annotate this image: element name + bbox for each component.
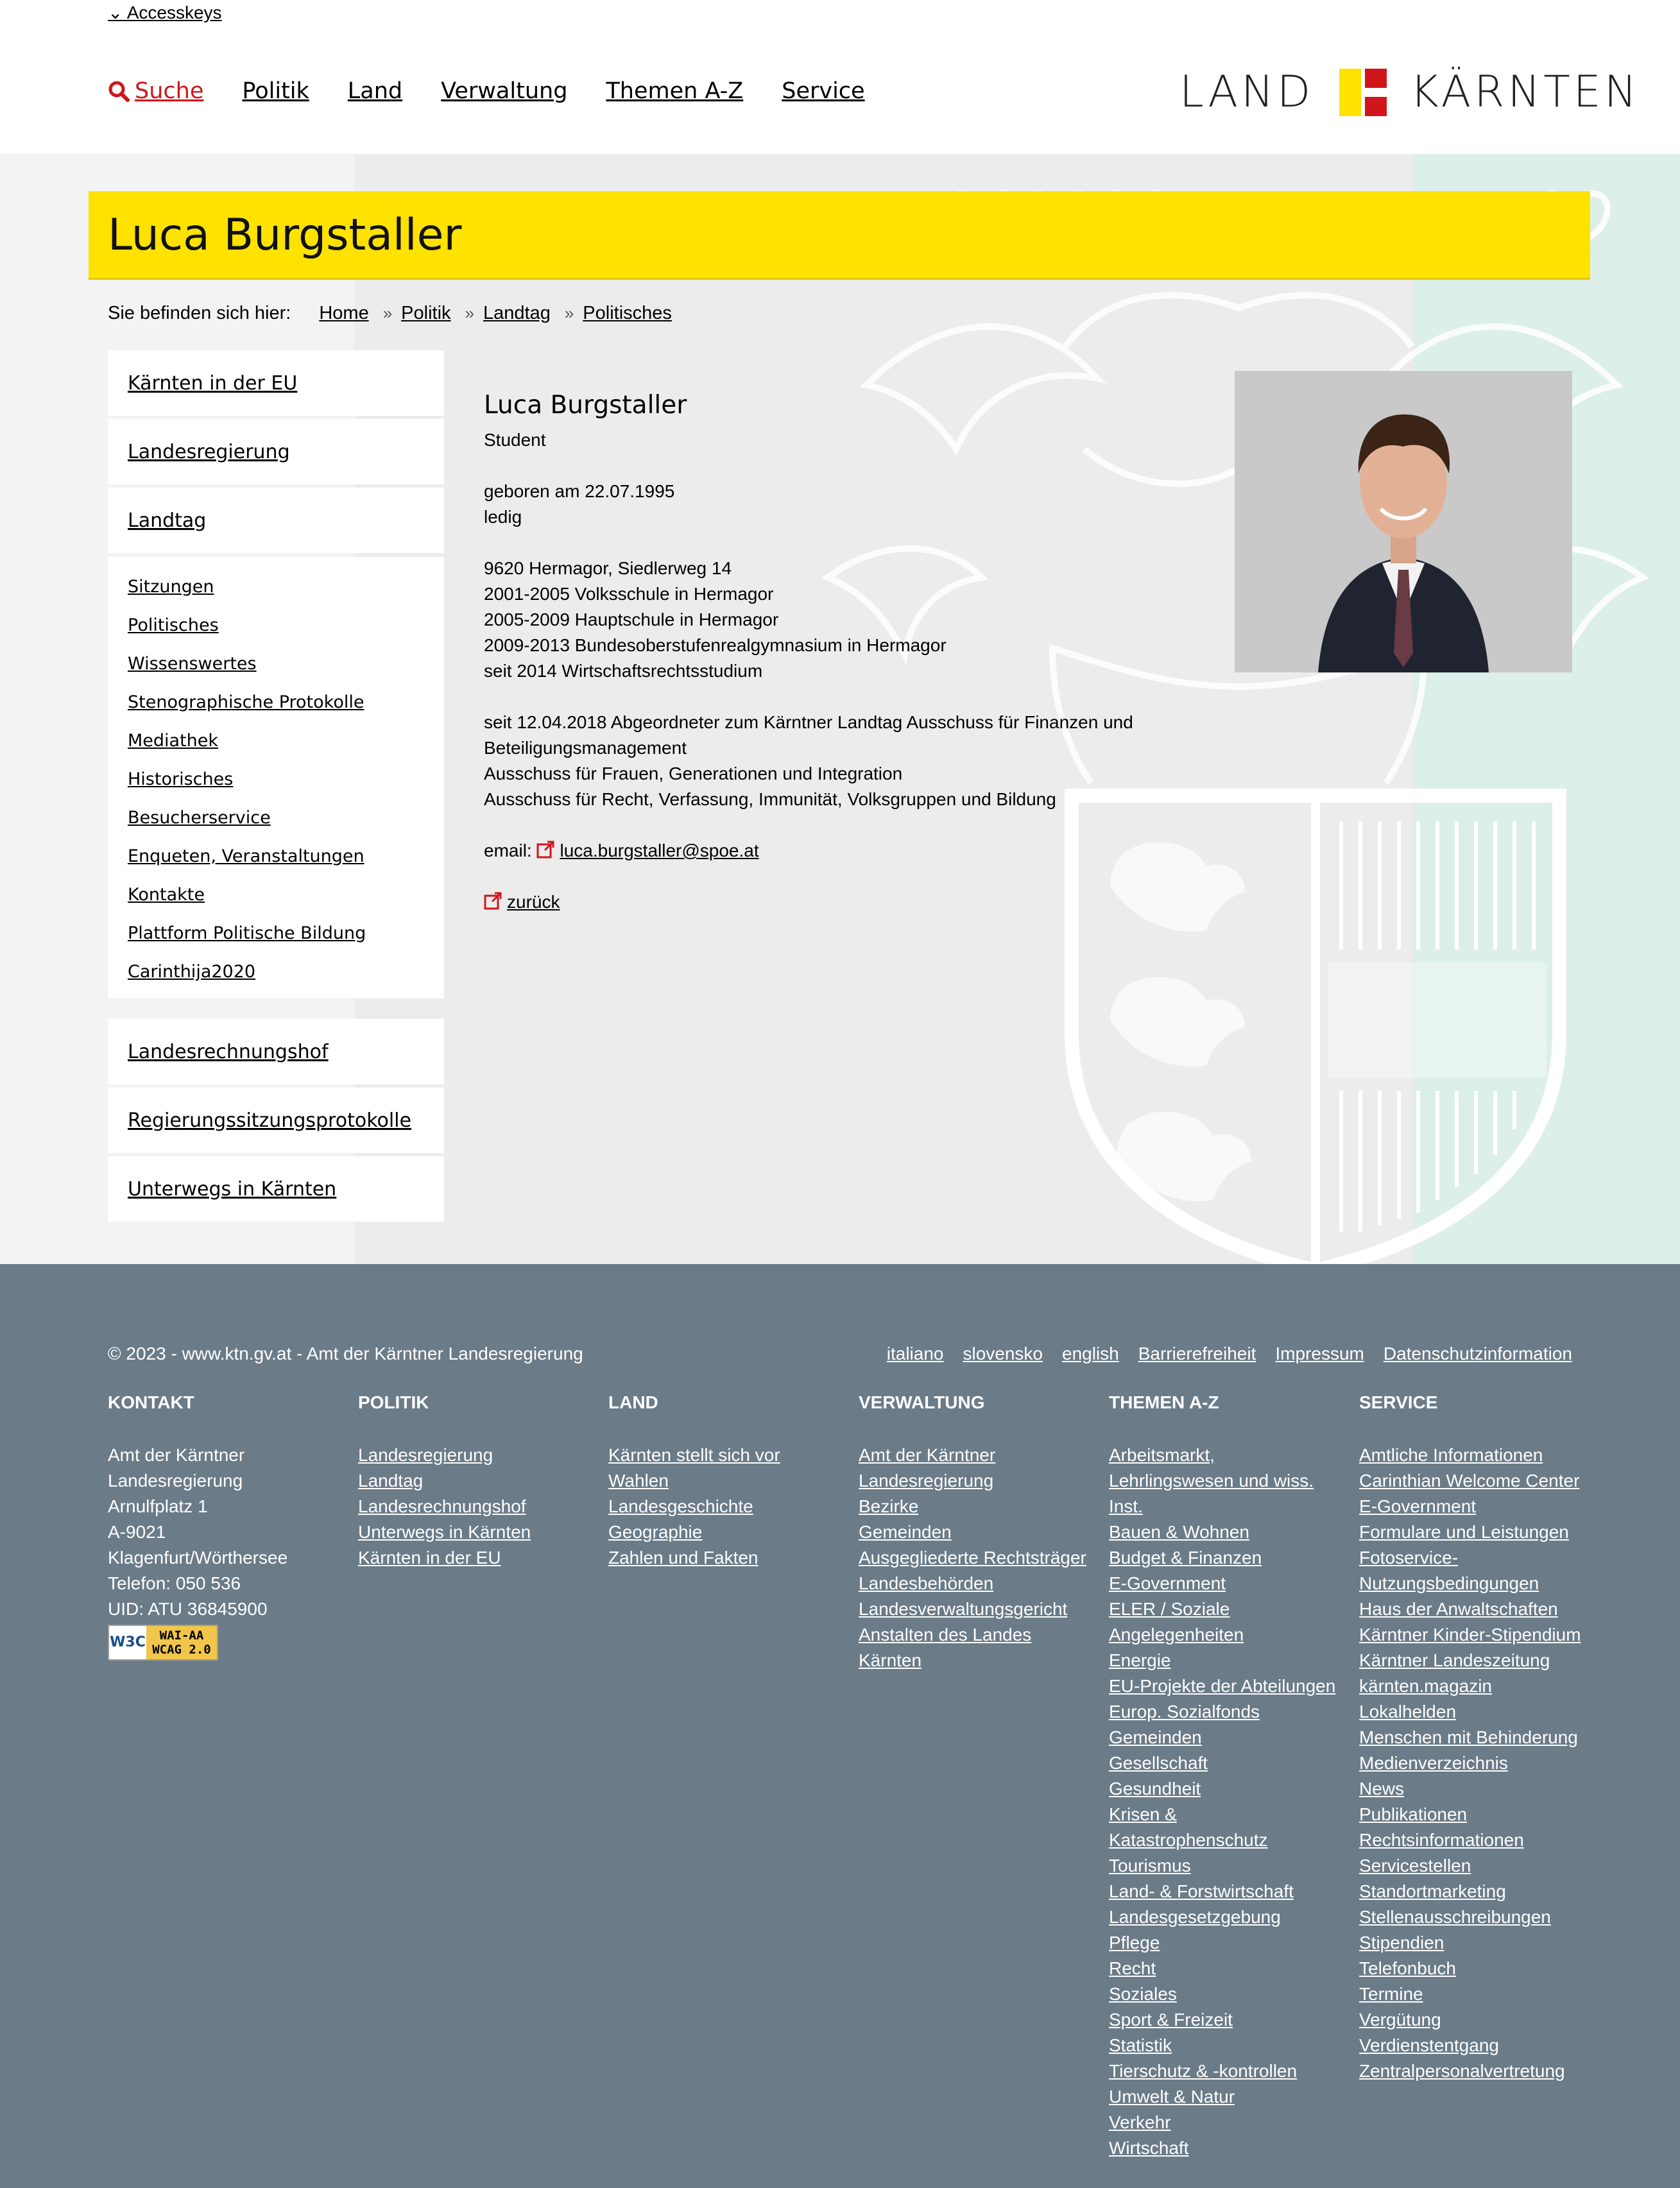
footer-link[interactable]: Krisen & Katastrophenschutz: [1109, 1804, 1268, 1850]
accesskeys-link[interactable]: ⌄ Accesskeys: [108, 3, 222, 22]
breadcrumb-politisches[interactable]: Politisches: [583, 302, 672, 323]
profile-email-row: [484, 838, 1196, 864]
footer-link[interactable]: Gesundheit: [1109, 1779, 1201, 1799]
footer-link[interactable]: Publikationen: [1359, 1804, 1468, 1824]
wcag-badge[interactable]: [108, 1625, 218, 1661]
wcag-level: [146, 1626, 217, 1659]
footer-heading-kontakt: KONTAKT: [108, 1392, 194, 1412]
profile-content: [484, 388, 1196, 915]
wcag-level-top: WAI-AA: [159, 1628, 204, 1643]
sidebar-subitem-sitzungen[interactable]: Sitzungen: [128, 576, 214, 597]
footer-link[interactable]: Stipendien: [1359, 1933, 1444, 1953]
sidebar-submenu-landtag: [108, 557, 444, 998]
footer-link[interactable]: Wahlen: [608, 1471, 669, 1491]
logo-text-land: LAND: [1179, 67, 1314, 117]
footer-link[interactable]: Verdienstentgang: [1359, 2035, 1499, 2055]
footer-column-kontakt: [108, 1390, 339, 1661]
nav-land[interactable]: Land: [347, 78, 403, 104]
nav-search[interactable]: [108, 78, 203, 104]
breadcrumb-politik[interactable]: Politik: [401, 302, 451, 323]
kontakt-line: A-9021: [108, 1522, 166, 1542]
footer-link[interactable]: Haus der Anwaltschaften: [1359, 1599, 1558, 1619]
footer-link[interactable]: Landesgeschichte: [608, 1496, 753, 1516]
footer-link[interactable]: Gemeinden: [1109, 1727, 1202, 1747]
footer-link[interactable]: Statistik: [1109, 2035, 1172, 2055]
footer-link-barrierefreiheit[interactable]: Barrierefreiheit: [1138, 1344, 1256, 1363]
sidebar-item-landtag[interactable]: Landtag: [108, 488, 444, 553]
footer-link[interactable]: Landesgesetzgebung: [1109, 1907, 1281, 1927]
footer-link[interactable]: Budget & Finanzen: [1109, 1548, 1262, 1568]
footer-column-service: [1359, 1390, 1590, 2084]
email-link[interactable]: luca.burgstaller@spoe.at: [560, 841, 759, 860]
footer-link[interactable]: Amtliche Informationen: [1359, 1445, 1543, 1465]
footer-link[interactable]: Wirtschaft: [1109, 2138, 1189, 2158]
footer-link[interactable]: Kärntner Landeszeitung: [1359, 1650, 1550, 1670]
breadcrumb-landtag[interactable]: Landtag: [483, 302, 551, 323]
footer-heading-land: LAND: [608, 1392, 658, 1412]
sidebar-subitem-kontakte[interactable]: Kontakte: [128, 884, 205, 905]
breadcrumb-home[interactable]: Home: [319, 302, 369, 323]
logo-text-kaernten: KÄRNTEN: [1410, 67, 1640, 117]
double-chevron-right-icon: »: [465, 303, 474, 323]
footer-link-slovensko[interactable]: slovensko: [963, 1344, 1043, 1363]
footer-link[interactable]: Geographie: [608, 1522, 703, 1542]
double-chevron-right-icon: »: [564, 303, 574, 323]
footer-link[interactable]: Menschen mit Behinderung: [1359, 1727, 1578, 1747]
profile-function-line: Ausschuss für Frauen, Generationen und Integration: [484, 764, 903, 783]
nav-politik[interactable]: Politik: [242, 78, 309, 104]
kontakt-line: Arnulfplatz 1: [108, 1496, 208, 1516]
footer-link[interactable]: Lokalhelden: [1359, 1702, 1457, 1722]
profile-function-line: Ausschuss für Recht, Verfassung, Immunität, Volksgruppen und Bildung: [484, 789, 1056, 809]
footer-heading-verwaltung: VERWALTUNG: [859, 1392, 985, 1412]
back-link-label: zurück: [507, 892, 560, 912]
footer-heading-politik: POLITIK: [358, 1392, 429, 1412]
footer-link[interactable]: Medienverzeichnis: [1359, 1753, 1508, 1773]
breadcrumb-label: Sie befinden sich hier:: [108, 302, 291, 323]
breadcrumb: [108, 299, 672, 327]
w3c-logo: W3C: [109, 1626, 146, 1659]
footer-link[interactable]: EU-Projekte der Abteilungen: [1109, 1676, 1336, 1696]
footer-link[interactable]: E-Government: [1109, 1573, 1226, 1593]
footer-link[interactable]: Stellenausschreibungen: [1359, 1907, 1551, 1927]
profile-education-line: 2009-2013 Bundesoberstufenrealgymnasium in Hermagor: [484, 635, 947, 655]
email-label: email:: [484, 841, 532, 860]
footer-column-politik: [358, 1390, 589, 1571]
page-title: Luca Burgstaller: [108, 210, 462, 261]
footer-link[interactable]: Umwelt & Natur: [1109, 2087, 1235, 2107]
profile-occupation: Student: [484, 430, 546, 450]
nav-search-label: Suche: [135, 78, 204, 104]
footer-link[interactable]: ELER / Soziale Angelegenheiten: [1109, 1599, 1244, 1645]
footer-link[interactable]: Kärnten in der EU: [358, 1548, 501, 1568]
footer-link[interactable]: Ausgegliederte Rechtsträger: [859, 1548, 1086, 1568]
sidebar-subitem-besucherservice[interactable]: Besucherservice: [128, 807, 271, 828]
footer-link[interactable]: Sport & Freizeit: [1109, 2010, 1233, 2030]
sidebar-subitem-enqueten-veranstaltungen[interactable]: Enqueten, Veranstaltungen: [128, 846, 364, 866]
footer-link[interactable]: Unterwegs in Kärnten: [358, 1522, 531, 1542]
profile-photo: [1235, 371, 1572, 672]
profile-education-line: 2001-2005 Volksschule in Hermagor: [484, 584, 774, 604]
kontakt-line: UID: ATU 36845900: [108, 1599, 268, 1619]
title-banner: [89, 191, 1590, 280]
sidebar-item-regierungssitzungsprotokolle[interactable]: Regierungssitzungsprotokolle: [108, 1088, 444, 1153]
footer-link[interactable]: Rechtsinformationen: [1359, 1830, 1524, 1850]
footer-link[interactable]: Landesrechnungshof: [358, 1496, 526, 1516]
footer-link-italiano[interactable]: italiano: [886, 1344, 944, 1363]
footer: [0, 1264, 1680, 2188]
profile-address: 9620 Hermagor, Siedlerweg 14: [484, 558, 732, 578]
kontakt-line: Klagenfurt/Wörthersee: [108, 1548, 288, 1568]
footer-link[interactable]: Gemeinden: [859, 1522, 952, 1542]
footer-link[interactable]: Termine: [1359, 1984, 1423, 2004]
sidebar-item-landesregierung[interactable]: Landesregierung: [108, 419, 444, 484]
footer-link[interactable]: Zentralpersonalvertretung: [1359, 2061, 1565, 2081]
search-icon: [108, 80, 130, 102]
nav-service[interactable]: Service: [782, 78, 865, 104]
footer-link-impressum[interactable]: Impressum: [1275, 1344, 1364, 1363]
footer-column-land: [608, 1390, 839, 1571]
footer-column-verwaltung: [859, 1390, 1090, 1673]
sidebar-subitem-carinthija2020[interactable]: Carinthija2020: [128, 961, 256, 982]
profile-status: ledig: [484, 507, 522, 527]
sidebar-subitem-historisches[interactable]: Historisches: [128, 769, 234, 789]
footer-link[interactable]: Bauen & Wohnen: [1109, 1522, 1249, 1542]
footer-link[interactable]: Amt der Kärntner Landesregierung: [859, 1445, 996, 1491]
accesskeys-label: Accesskeys: [126, 3, 222, 22]
kontakt-line: Landesregierung: [108, 1471, 243, 1491]
back-link[interactable]: [484, 889, 1196, 915]
footer-link[interactable]: Landesbehörden: [859, 1573, 994, 1593]
sidebar-item-landesrechnungshof[interactable]: Landesrechnungshof: [108, 1019, 444, 1084]
wcag-level-bottom: WCAG 2.0: [152, 1643, 211, 1657]
footer-link[interactable]: Land- & Forstwirtschaft: [1109, 1881, 1294, 1901]
nav-verwaltung[interactable]: Verwaltung: [441, 78, 568, 104]
sidebar-subitem-plattform-politische-bildung[interactable]: Plattform Politische Bildung: [128, 923, 366, 943]
sidebar-subitem-politisches[interactable]: Politisches: [128, 615, 219, 635]
profile-name: Luca Burgstaller: [484, 391, 687, 420]
profile-education-line: seit 2014 Wirtschaftsrechtsstudium: [484, 661, 763, 681]
sidebar-subitem-wissenswertes[interactable]: Wissenswertes: [128, 653, 257, 674]
footer-link[interactable]: Zahlen und Fakten: [608, 1548, 759, 1568]
sidebar-item-unterwegs-in-kaernten[interactable]: Unterwegs in Kärnten: [108, 1156, 444, 1222]
footer-link[interactable]: Bezirke: [859, 1496, 919, 1516]
footer-link[interactable]: Telefonbuch: [1359, 1958, 1457, 1978]
kontakt-line: Amt der Kärntner: [108, 1445, 245, 1465]
double-chevron-right-icon: »: [382, 303, 393, 323]
footer-link[interactable]: Kärnten stellt sich vor: [608, 1445, 780, 1465]
footer-link[interactable]: Pflege: [1109, 1933, 1160, 1953]
land-kaernten-logo[interactable]: [1179, 67, 1640, 118]
footer-link[interactable]: Landesverwaltungsgericht: [859, 1599, 1068, 1619]
sidebar-subitem-stenographische-protokolle[interactable]: Stenographische Protokolle: [128, 692, 364, 712]
footer-link[interactable]: Energie: [1109, 1650, 1171, 1670]
footer-heading-service: SERVICE: [1359, 1392, 1438, 1412]
footer-link[interactable]: E-Government: [1359, 1496, 1477, 1516]
sidebar-navigation: [108, 350, 444, 1225]
copyright-text: © 2023 - www.ktn.gv.at - Amt der Kärntner Landesregierung: [108, 1344, 583, 1363]
nav-themen-a-z[interactable]: Themen A-Z: [606, 78, 744, 104]
footer-link[interactable]: kärnten.magazin: [1359, 1676, 1493, 1696]
footer-link[interactable]: Anstalten des Landes Kärnten: [859, 1625, 1032, 1670]
footer-link[interactable]: Tourismus: [1109, 1856, 1191, 1876]
carinthia-flag-icon: [1339, 69, 1387, 116]
footer-link[interactable]: Landtag: [358, 1471, 424, 1491]
footer-link[interactable]: Arbeitsmarkt, Lehrlingswesen und wiss. Inst.: [1109, 1445, 1314, 1516]
sidebar-subitem-mediathek[interactable]: Mediathek: [128, 730, 219, 751]
profile-education-line: 2005-2009 Hauptschule in Hermagor: [484, 610, 779, 629]
footer-link[interactable]: Europ. Sozialfonds: [1109, 1702, 1260, 1722]
footer-link[interactable]: Kärntner Kinder-Stipendium: [1359, 1625, 1581, 1645]
footer-link[interactable]: Formulare und Leistungen: [1359, 1522, 1569, 1542]
footer-link[interactable]: News: [1359, 1779, 1405, 1799]
footer-link[interactable]: Vergütung: [1359, 2010, 1441, 2030]
footer-heading-themen: THEMEN A-Z: [1109, 1392, 1219, 1412]
footer-link[interactable]: Landesregierung: [358, 1445, 493, 1465]
footer-link[interactable]: Standortmarketing: [1359, 1881, 1506, 1901]
footer-link[interactable]: Servicestellen: [1359, 1856, 1471, 1876]
profile-function-line: seit 12.04.2018 Abgeordneter zum Kärntner Landtag Ausschuss für Finanzen und Beteiligungsmanagement: [484, 712, 1133, 758]
main-navigation: [108, 72, 904, 110]
kontakt-line: Telefon: 050 536: [108, 1573, 241, 1593]
footer-link-datenschutzinformation[interactable]: Datenschutzinformation: [1383, 1344, 1572, 1363]
footer-link[interactable]: Tierschutz & -kontrollen: [1109, 2061, 1298, 2081]
external-link-icon: [484, 892, 502, 910]
footer-link-english[interactable]: english: [1062, 1344, 1119, 1363]
footer-link[interactable]: Gesellschaft: [1109, 1753, 1208, 1773]
footer-link[interactable]: Soziales: [1109, 1984, 1177, 2004]
footer-link[interactable]: Verkehr: [1109, 2112, 1171, 2132]
footer-link[interactable]: Fotoservice-Nutzungsbedingungen: [1359, 1548, 1539, 1593]
external-link-icon: [536, 841, 554, 859]
footer-link[interactable]: Carinthian Welcome Center: [1359, 1471, 1580, 1491]
profile-birth: geboren am 22.07.1995: [484, 481, 675, 501]
footer-column-themen: [1109, 1390, 1340, 2161]
sidebar-item-kaernten-in-der-eu[interactable]: Kärnten in der EU: [108, 350, 444, 416]
footer-link[interactable]: Recht: [1109, 1958, 1156, 1978]
footer-meta-links: [868, 1341, 1572, 1367]
